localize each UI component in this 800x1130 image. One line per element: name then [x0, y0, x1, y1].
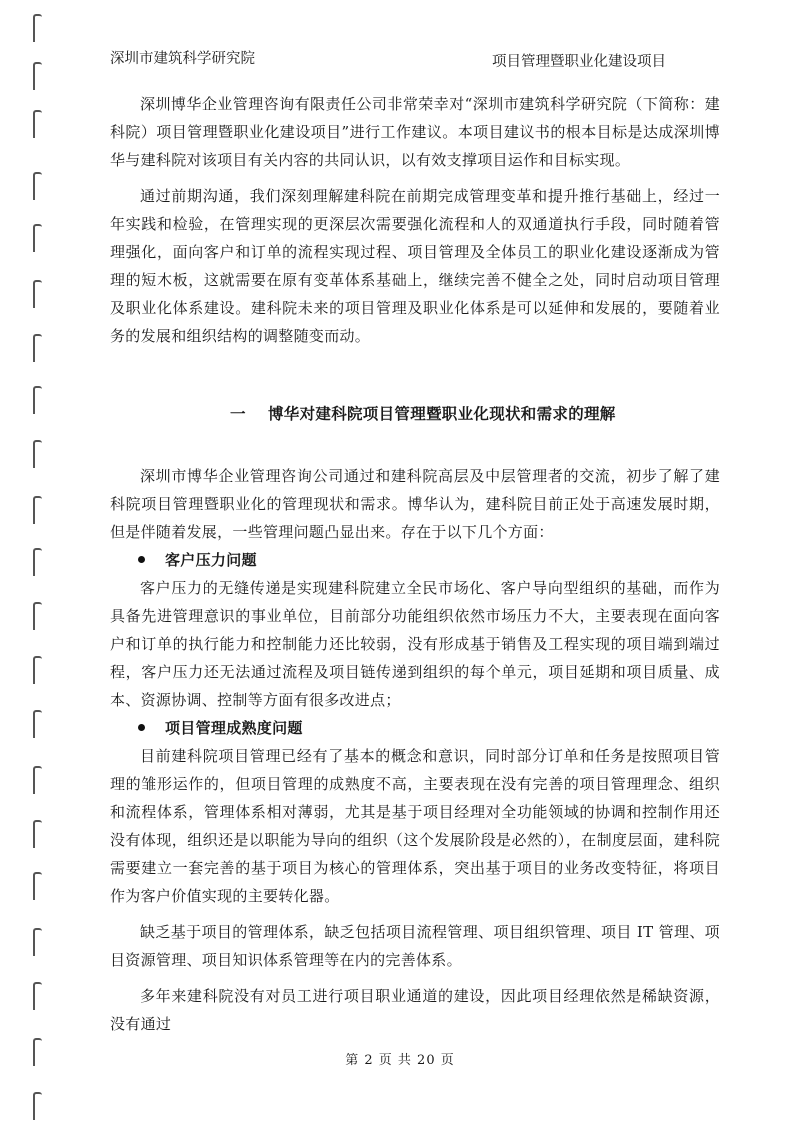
- binding-hole: [33, 766, 42, 794]
- header-project: 项目管理暨职业化建设项目: [492, 54, 666, 70]
- bullet-dot-icon: [138, 556, 145, 563]
- bullet-dot-icon: [138, 724, 145, 731]
- binding-hole: [33, 334, 42, 362]
- binding-hole: [33, 496, 42, 524]
- bullet-customer-pressure: [110, 546, 720, 574]
- binding-hole: [33, 1092, 42, 1120]
- binding-hole: [33, 280, 42, 308]
- bullet-1-paragraph: 客户压力的无缝传递是实现建科院建立全民市场化、客户导向型组织的基础，而作为具备先进管理意识的事业单位，目前部分功能组织依然市场压力不大，主要表现在面向客户和订单的执行能力和控制能力还比较弱，没有形成基于销售及工程实现的项目端到端过程，客户压力还无法通过流程及项目链传递到组织的每个单元，项目延期和项目质量、成本、资源协调、控制等方面有很多改进点；: [110, 579, 720, 709]
- section-1-heading: 博华对建科院项目管理暨职业化现状和需求的理解: [268, 404, 616, 423]
- bullet-pm-maturity: [110, 714, 720, 742]
- binding-hole: [33, 14, 42, 42]
- intro-paragraph-1: 深圳博华企业管理咨询有限责任公司非常荣幸对“深圳市建筑科学研究院（下简称：建科院）项目管理暨职业化建设项目”进行工作建议。本项目建议书的根本目标是达成深圳博华与建科院对该项目有关内容的共同认识，以有效支撑项目运作和目标实现。: [110, 95, 720, 169]
- bullet-2-paragraph-3: 多年来建科院没有对员工进行项目职业通道的建设，因此项目经理依然是稀缺资源，没有通过: [110, 987, 720, 1033]
- section-1-number: 一: [230, 404, 246, 423]
- intro-paragraph-2: 通过前期沟通，我们深刻理解建科院在前期完成管理变革和提升推行基础上，经过一年实践和检验，在管理实现的更深层次需要强化流程和人的双通道执行手段，同时随着管理强化，面向客户和订单的流程实现过程、项目管理及全体员工的职业化建设逐渐成为管理的短木板，这就需要在原有变革体系基础上，继续完善不健全之处，同时启动项目管理及职业化体系建设。建科院未来的项目管理及职业化体系是可以延伸和发展的，要随着业务的发展和组织结构的调整随变而动。: [110, 187, 720, 345]
- binding-hole: [33, 548, 42, 576]
- binding-holes: [0, 0, 60, 1130]
- bullet-2-label: 项目管理成熟度问题: [165, 719, 303, 737]
- binding-hole: [33, 820, 42, 848]
- page-number: 第 2 页 共 20 页: [345, 1053, 455, 1068]
- page-content: [110, 90, 720, 1038]
- binding-hole: [33, 872, 42, 900]
- header-org: 深圳市建筑科学研究院: [110, 51, 255, 67]
- binding-hole: [33, 386, 42, 414]
- binding-hole: [33, 440, 42, 468]
- bullet-2-paragraph-1: 目前建科院项目管理已经有了基本的概念和意识，同时部分订单和任务是按照项目管理的雏形运作的，但项目管理的成熟度不高，主要表现在没有完善的项目管理理念、组织和流程体系，管理体系相对薄弱，尤其是基于项目经理对全功能领域的协调和控制作用还没有体现，组织还是以职能为导向的组织（这个发展阶段是必然的），在制度层面，建科院需要建立一套完善的基于项目为核心的管理体系，突出基于项目的业务改变特征，将项目作为客户价值实现的主要转化器。: [110, 747, 720, 905]
- section-1-title: [110, 402, 720, 424]
- binding-hole: [33, 656, 42, 684]
- binding-hole: [33, 110, 42, 138]
- bullet-1-label: 客户压力问题: [165, 551, 257, 569]
- binding-hole: [33, 172, 42, 200]
- binding-hole: [33, 224, 42, 252]
- binding-hole: [33, 710, 42, 738]
- binding-hole: [33, 928, 42, 956]
- binding-hole: [33, 62, 42, 90]
- section-1-lead: 深圳市博华企业管理咨询公司通过和建科院高层及中层管理者的交流，初步了解了建科院项目管理暨职业化的管理现状和需求。博华认为，建科院目前正处于高速发展时期，但是伴随着发展，一些管理问题凸显出来。存在于以下几个方面：: [110, 467, 720, 541]
- bullet-2-paragraph-2: 缺乏基于项目的管理体系，缺乏包括项目流程管理、项目组织管理、项目 IT 管理、项目资源管理、项目知识体系管理等在内的完善体系。: [110, 923, 720, 969]
- binding-hole: [33, 982, 42, 1010]
- binding-hole: [33, 602, 42, 630]
